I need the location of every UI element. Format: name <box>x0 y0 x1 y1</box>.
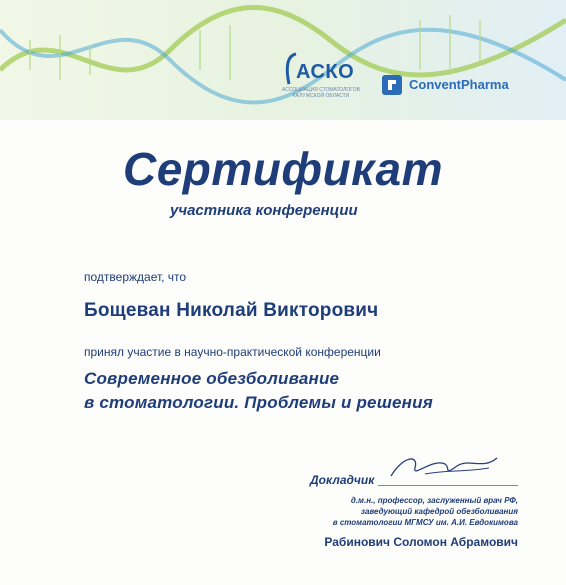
recipient-name: Бощеван Николай Викторович <box>84 300 379 321</box>
speaker-label: Докладчик <box>310 473 375 487</box>
certificate-title: Сертификат <box>122 143 444 195</box>
credentials-line-2: заведующий кафедрой обезболивания <box>360 507 518 516</box>
conventpharma-icon <box>381 74 403 96</box>
credentials-line-3: в стоматологии МГМСУ им. А.И. Евдокимова <box>332 518 518 527</box>
speaker-credentials <box>258 495 518 528</box>
conference-title-line-2: в стоматологии. Проблемы и решения <box>84 393 433 412</box>
signature <box>385 450 505 484</box>
asko-logo <box>272 52 362 108</box>
conventpharma-logo-text: ConventPharma <box>409 77 509 92</box>
speaker-name: Рабинович Соломон Абрамович <box>324 535 518 549</box>
asko-logo-text: АСКО <box>296 61 355 83</box>
signature-line <box>378 485 518 486</box>
asko-logo-subtitle: АССОЦИАЦИЯ СТОМАТОЛОГОВ КАЛУЖСКОЙ ОБЛАСТИ <box>282 87 360 99</box>
confirms-text: подтверждает, что <box>84 270 187 284</box>
certificate-subtitle: участника конференции <box>170 202 358 219</box>
participation-text: принял участие в научно-практической конференции <box>84 345 381 359</box>
credentials-line-1: д.м.н., профессор, заслуженный врач РФ, <box>350 496 518 505</box>
conference-title <box>84 367 433 415</box>
conference-title-line-1: Современное обезболивание <box>84 369 340 388</box>
